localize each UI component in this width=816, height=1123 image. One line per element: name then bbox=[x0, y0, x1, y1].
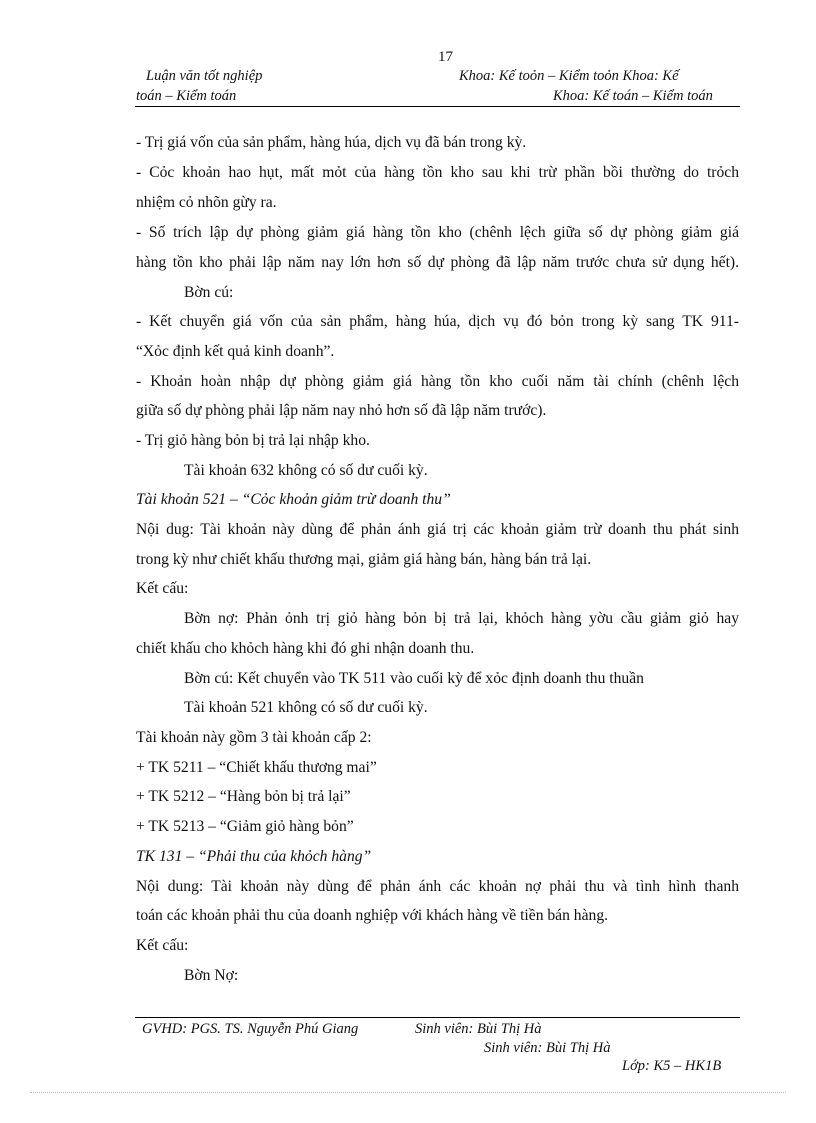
body-line-18: chiết khấu cho khỏch hàng khi đó ghi nhận doanh thu. bbox=[136, 640, 475, 657]
body-line-12: Tài khoản 632 không có số dư cuối kỳ. bbox=[184, 462, 428, 479]
page-number: 17 bbox=[438, 49, 453, 65]
body-line-1: - Trị giá vốn của sản phẩm, hàng húa, dịch vụ đã bán trong kỳ. bbox=[136, 134, 527, 151]
body-line-13: Tài khoản 521 – “Cỏc khoản giảm trừ doanh thu” bbox=[136, 491, 451, 508]
footer-advisor: GVHD: PGS. TS. Nguyễn Phú Giang bbox=[142, 1021, 359, 1037]
body-line-11: - Trị giỏ hàng bỏn bị trả lại nhập kho. bbox=[136, 432, 370, 449]
footer-student-1: Sinh viên: Bùi Thị Hà bbox=[415, 1021, 542, 1037]
header-right-line2: Khoa: Kế toán – Kiểm toán bbox=[553, 88, 713, 104]
body-line-9: - Khoản hoàn nhập dự phòng giảm giá hàng tồn kho cuối năm tài chính (chênh lệch bbox=[136, 373, 739, 390]
footer-rule bbox=[135, 1017, 740, 1018]
body-line-2: - Cỏc khoản hao hụt, mất mỏt của hàng tồn kho sau khi trừ phần bồi thường do trỏch bbox=[136, 164, 739, 181]
body-line-24: + TK 5213 – “Giảm giỏ hàng bỏn” bbox=[136, 818, 354, 835]
body-line-16: Kết cấu: bbox=[136, 580, 189, 597]
header-left-line1: Luận văn tốt nghiệp bbox=[146, 68, 263, 84]
body-line-23: + TK 5212 – “Hàng bỏn bị trả lại” bbox=[136, 788, 351, 805]
page-bottom-separator bbox=[30, 1092, 786, 1093]
body-line-26: Nội dung: Tài khoản này dùng để phản ánh các khoản nợ phải thu và tình hình thanh bbox=[136, 878, 739, 895]
body-line-28: Kết cấu: bbox=[136, 937, 189, 954]
footer-class: Lớp: K5 – HK1B bbox=[622, 1058, 722, 1074]
body-line-25: TK 131 – “Phải thu của khỏch hàng” bbox=[136, 848, 372, 865]
body-line-21: Tài khoản này gồm 3 tài khoản cấp 2: bbox=[136, 729, 372, 746]
body-line-8: “Xỏc định kết quả kinh doanh”. bbox=[136, 343, 335, 360]
body-line-20: Tài khoản 521 không có số dư cuối kỳ. bbox=[184, 699, 428, 716]
header-left-line2: toán – Kiểm toán bbox=[136, 88, 237, 104]
body-line-4: - Số trích lập dự phòng giảm giá hàng tồn kho (chênh lệch giữa số dự phòng giảm giá bbox=[136, 224, 739, 241]
body-line-5: hàng tồn kho phải lập năm nay lớn hơn số dự phòng đã lập năm trước chưa sử dụng hết). bbox=[136, 254, 739, 271]
header-right-line1: Khoa: Kế toỏn – Kiểm toỏn Khoa: Kế bbox=[459, 68, 679, 84]
body-line-14: Nội dug: Tài khoản này dùng để phản ánh giá trị các khoản giảm trừ doanh thu phát sinh bbox=[136, 521, 739, 538]
footer-student-2: Sinh viên: Bùi Thị Hà bbox=[484, 1040, 611, 1056]
body-line-7: - Kết chuyển giá vốn của sản phẩm, hàng húa, dịch vụ đó bỏn trong kỳ sang TK 911- bbox=[136, 313, 739, 330]
body-line-27: toán các khoản phải thu của doanh nghiệp với khách hàng về tiền bán hàng. bbox=[136, 907, 609, 924]
body-line-22: + TK 5211 – “Chiết khấu thương mai” bbox=[136, 759, 377, 776]
header-rule bbox=[135, 106, 740, 107]
body-line-19: Bờn cú: Kết chuyển vào TK 511 vào cuối kỳ để xỏc định doanh thu thuần bbox=[184, 670, 644, 687]
body-line-29: Bờn Nợ: bbox=[184, 967, 239, 984]
body-line-6: Bờn cú: bbox=[184, 284, 234, 301]
body-line-10: giữa số dự phòng phải lập năm nay nhỏ hơn số đã lập năm trước). bbox=[136, 402, 547, 419]
body-line-17: Bờn nợ: Phản ỏnh trị giỏ hàng bỏn bị trả lại, khỏch hàng yờu cầu giảm giỏ hay bbox=[184, 610, 739, 627]
body-line-15: trong kỳ như chiết khấu thương mại, giảm giá hàng bán, hàng bán trả lại. bbox=[136, 551, 592, 568]
body-line-3: nhiệm cỏ nhõn gừy ra. bbox=[136, 194, 277, 211]
